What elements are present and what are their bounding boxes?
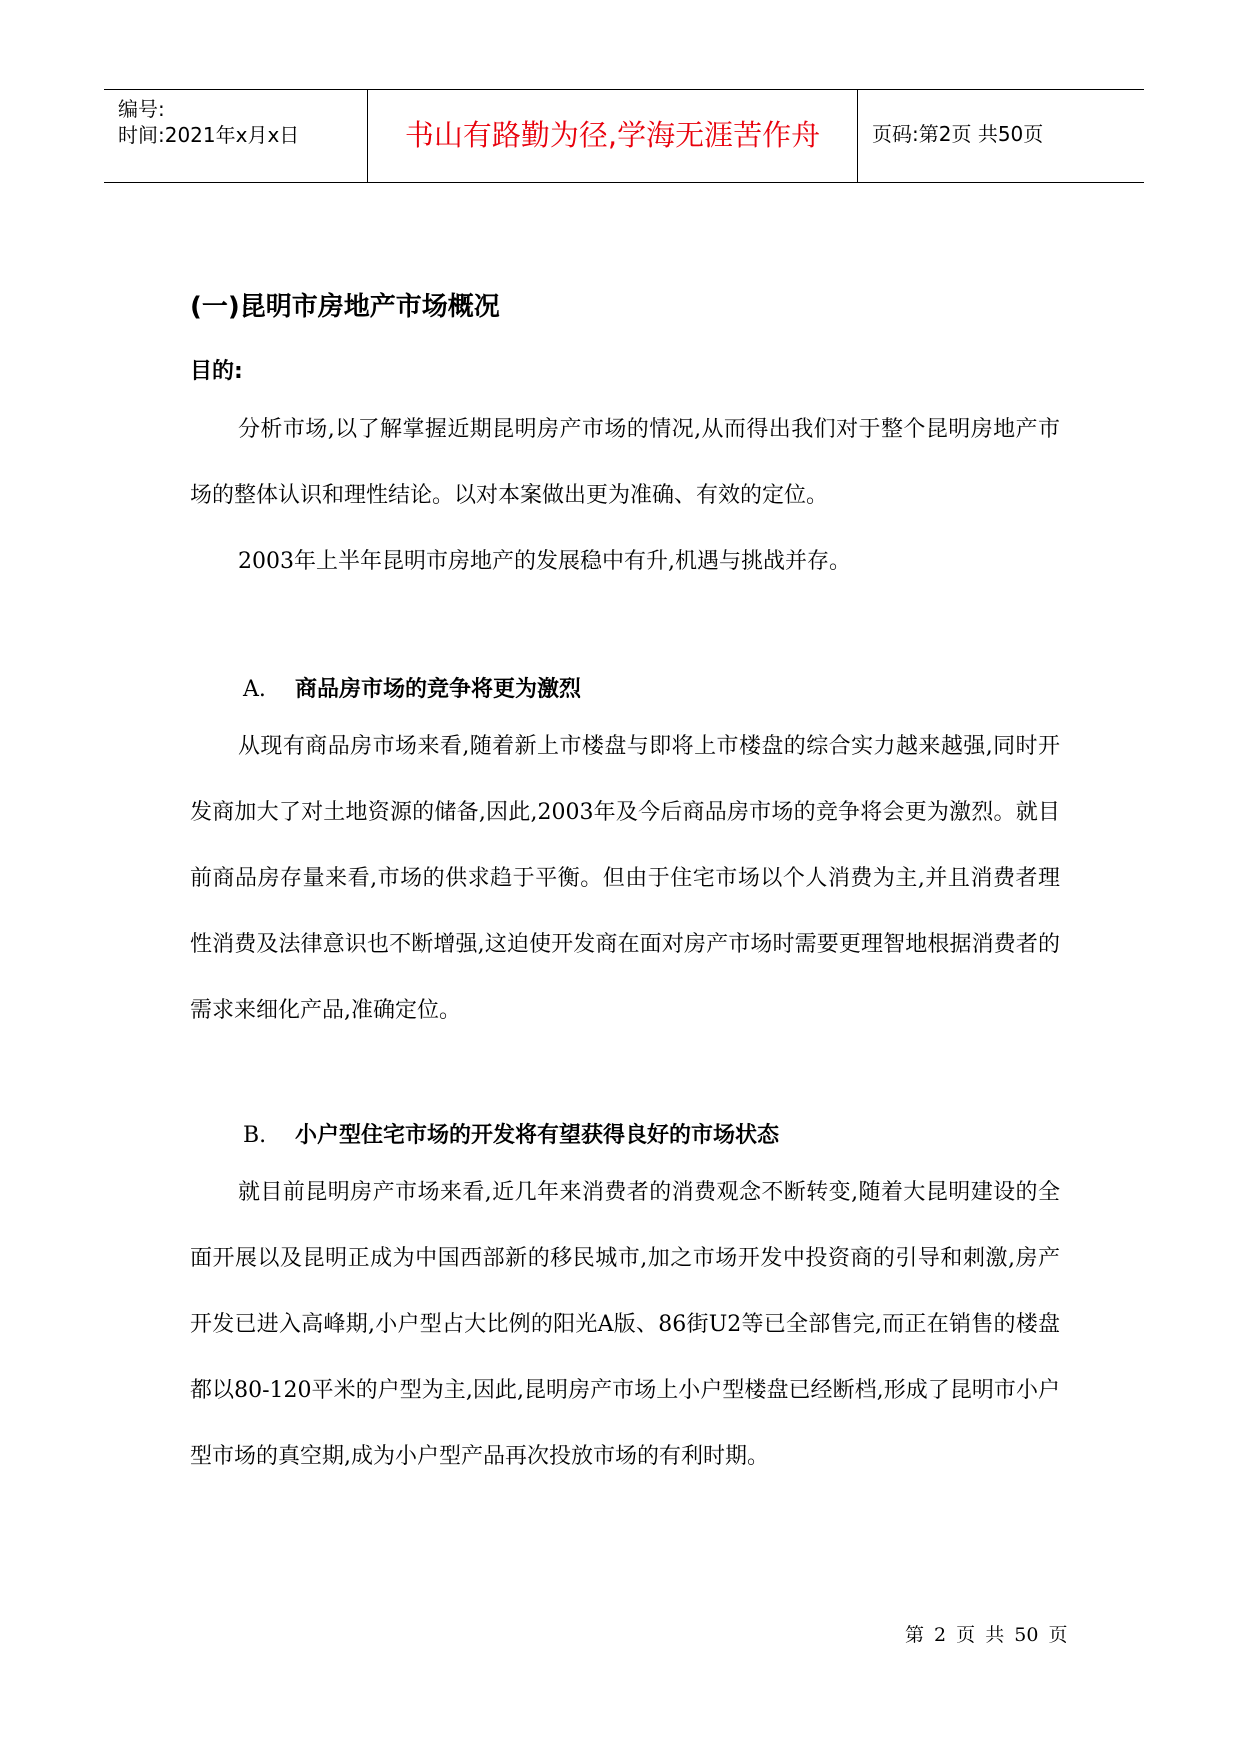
header-motto: 书山有路勤为径,学海无涯苦作舟 [368, 90, 858, 182]
subsection-b-letter: B. [243, 1123, 267, 1148]
header-meta-cell [104, 90, 368, 182]
document-number-label: 编号: [118, 97, 165, 121]
document-time-label: 时间:2021年x月x日 [118, 123, 300, 147]
summary-paragraph: 2003年上半年昆明市房地产的发展稳中有升,机遇与挑战并存。 [238, 549, 851, 574]
subsection-a-title: 商品房市场的竞争将更为激烈 [295, 677, 582, 702]
purpose-label: 目的: [190, 359, 243, 384]
header-page-number: 页码:第2页 共50页 [872, 121, 1044, 146]
page-footer: 第 2 页 共 50 页 [905, 1624, 1068, 1646]
subsection-a-letter: A. [243, 677, 266, 702]
section-title: (一)昆明市房地产市场概况 [190, 292, 500, 322]
intro-paragraph: 分析市场,以了解掌握近期昆明房产市场的情况,从而得出我们对于整个昆明房地产市场的整体认识和理性结论。以对本案做出更为准确、有效的定位。 [190, 417, 1060, 508]
subsection-b-body: 就目前昆明房产市场来看,近几年来消费者的消费观念不断转变,随着大昆明建设的全面开展以及昆明正成为中国西部新的移民城市,加之市场开发中投资商的引导和刺激,房产开发已进入高峰期,小户型占大比例的阳光A版、86街U2等已全部售完,而正在销售的楼盘都以80-120平米的户型为主,因此,昆明房产市场上小户型楼盘已经断档,形成了昆明市小户型市场的真空期,成为小户型产品再次投放市场的有利时期。 [190, 1180, 1060, 1469]
page-header [104, 89, 1144, 183]
subsection-b-title: 小户型住宅市场的开发将有望获得良好的市场状态 [295, 1123, 780, 1148]
subsection-b-heading [243, 1118, 779, 1149]
subsection-a-heading [243, 672, 581, 703]
subsection-a-body: 从现有商品房市场来看,随着新上市楼盘与即将上市楼盘的综合实力越来越强,同时开发商加大了对土地资源的储备,因此,2003年及今后商品房市场的竞争将会更为激烈。就目前商品房存量来看,市场的供求趋于平衡。但由于住宅市场以个人消费为主,并且消费者理性消费及法律意识也不断增强,这迫使开发商在面对房产市场时需要更理智地根据消费者的需求来细化产品,准确定位。 [190, 734, 1060, 1023]
